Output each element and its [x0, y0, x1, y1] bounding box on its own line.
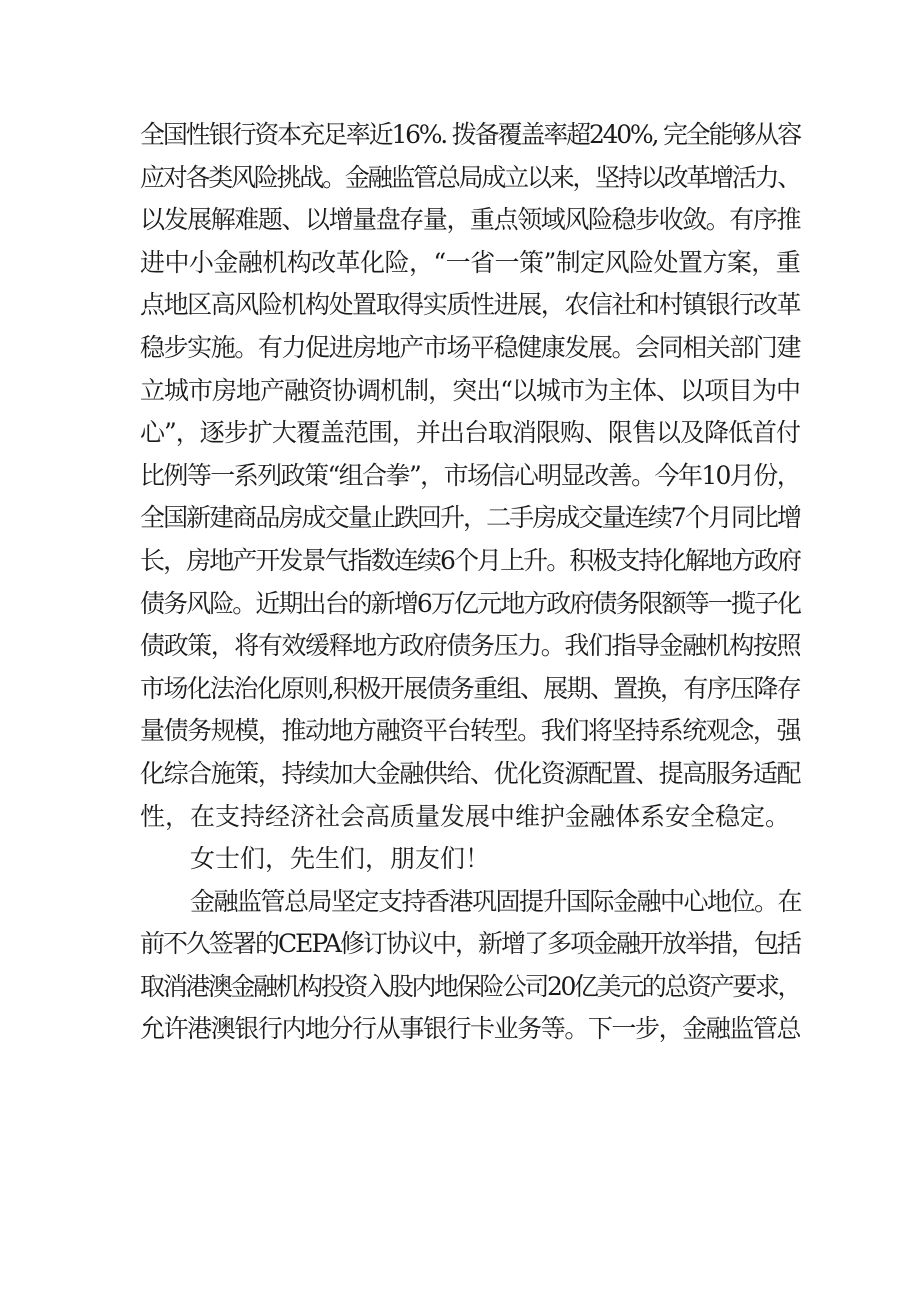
text-line: 化综合施策，持续加大金融供给、优化资源配置、提高服务适配 [140, 758, 800, 788]
text-line: 债政策，将有效缓释地方政府债务压力。我们指导金融机构按照 [140, 631, 800, 661]
paragraph-start-line: 金融监管总局坚定支持香港巩固提升国际金融中心地位。在 [190, 886, 802, 916]
text-line: 市场化法治化原则,积极开展债务重组、展期、置换，有序压降存 [140, 673, 800, 703]
text-line: 进中小金融机构改革化险，“一省一策”制定风险处置方案，重 [140, 247, 800, 277]
text-line: 债务风险。近期出台的新增6万亿元地方政府债务限额等一揽子化 [140, 588, 800, 618]
paragraph-end-line: 性，在支持经济社会高质量发展中维护金融体系安全稳定。 [140, 801, 791, 831]
text-line: 心”，逐步扩大覆盖范围，并出台取消限购、限售以及降低首付 [140, 418, 800, 448]
text-line: 点地区高风险机构处置取得实质性进展，农信社和村镇银行改革 [140, 290, 800, 320]
text-line: 前不久签署的CEPA修订协议中，新增了多项金融开放举措，包括 [140, 929, 800, 959]
salutation-line: 女士们，先生们，朋友们！ [190, 844, 491, 874]
text-line: 稳步实施。有力促进房地产市场平稳健康发展。会同相关部门建 [140, 332, 800, 362]
text-line: 全国新建商品房成交量止跌回升，二手房成交量连续7个月同比增 [140, 503, 800, 533]
body-text [140, 114, 800, 1051]
text-line: 应对各类风险挑战。金融监管总局成立以来，坚持以改革增活力、 [140, 162, 800, 192]
text-line: 量债务规模，推动地方融资平台转型。我们将坚持系统观念，强 [140, 716, 800, 746]
text-line: 比例等一系列政策“组合拳”，市场信心明显改善。今年10月份， [140, 460, 800, 490]
text-line: 取消港澳金融机构投资入股内地保险公司20亿美元的总资产要求， [140, 971, 800, 1001]
text-line: 立城市房地产融资协调机制，突出“以城市为主体、以项目为中 [140, 375, 800, 405]
text-line: 长，房地产开发景气指数连续6个月上升。积极支持化解地方政府 [140, 545, 800, 575]
text-line: 允许港澳银行内地分行从事银行卡业务等。下一步，金融监管总 [140, 1014, 800, 1044]
text-line: 全国性银行资本充足率近16%. 拨备覆盖率超240%, 完全能够从容 [140, 120, 800, 149]
text-line: 以发展解难题、以增量盘存量，重点领域风险稳步收敛。有序推 [140, 205, 800, 235]
